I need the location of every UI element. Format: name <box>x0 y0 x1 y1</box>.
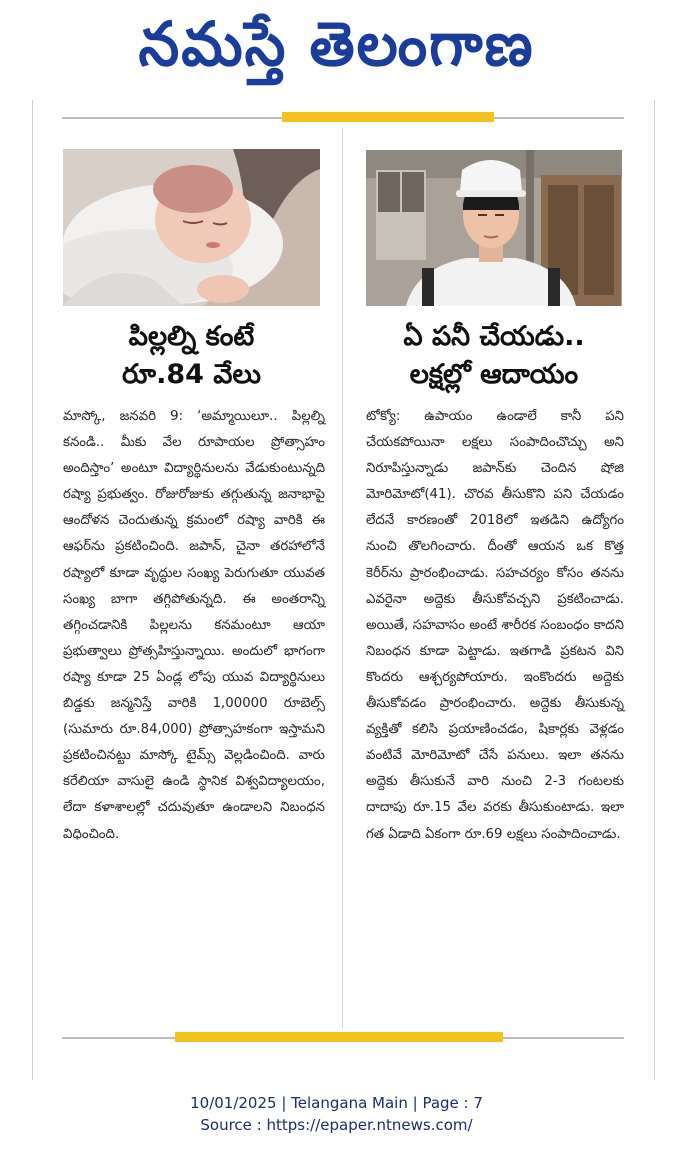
footer-date-page: 10/01/2025 | Telangana Main | Page : 7 <box>190 1094 483 1112</box>
right-headline-line1: ఏ పనీ చేయడు.. <box>403 321 585 352</box>
left-article-body <box>63 404 325 848</box>
left-headline-line2: రూ.84 వేలు <box>122 359 261 390</box>
right-headline-line2: లక్షల్లో ఆదాయం <box>409 359 579 390</box>
left-headline-line1: పిల్లల్ని కంటే <box>128 321 255 352</box>
left-article-headline <box>63 318 320 394</box>
masthead <box>0 8 673 80</box>
right-article-body <box>366 404 624 848</box>
man-with-cap-photo <box>366 150 622 306</box>
column-divider <box>342 128 343 1028</box>
top-accent-bar <box>282 112 494 122</box>
right-article-text: టోక్యో: ఉపాయం ఉండాలే కానీ పని చేయకపోయినా లక్షలు సంపాదించొచ్చు అని నిరూపిస్తున్నాడు జపాన్‌కు చెందిన షోజి మోరిమోటో(41). చొరవ తీసుకొని పని చేయడం లేదనే కారణంతో 2018లో ఇతడిని ఉద్యోగం నుంచి తొలగించారు. దీంతో ఆయన ఒక కొత్త కెరీర్‌ను ప్రారంభించాడు. సహచర్యం కోసం తనను ఎవరైనా అద్దెకు తీసుకోవచ్చని ప్రకటించాడు. అయితే, సహవాసం అంటే శారీరక సంబంధం కాదని నిబంధన కూడా పెట్టాడు. ఇతగాడి ప్రకటన విని కొందరు ఆశ్చర్యపోయారు. ఇంకొందరు అద్దెకు తీసుకోవడం ప్రారంభించారు. అద్దెకు తీసుకున్న వ్యక్తితో కలిసి ప్రయాణించడం, షికార్లకు వెళ్లడం వంటివే మోరిమోటో చేసే పనులు. ఇలా తనను అద్దెకు తీసుకునే వారి నుంచి 2-3 గంటలకు దాదాపు రూ.15 వేల వరకు తీసుకుంటాడు. ఇలా గత ఏడాది ఏకంగా రూ.69 లక్షలు సంపాదించాడు. <box>366 409 624 842</box>
newspaper-title: నమస్తే తెలంగాణ <box>138 8 535 80</box>
newborn-baby-photo <box>63 149 320 306</box>
footer-source-link[interactable]: Source : https://epaper.ntnews.com/ <box>200 1116 473 1134</box>
left-page-border <box>32 100 33 1080</box>
bottom-accent-bar <box>175 1032 503 1042</box>
right-article-headline <box>366 318 622 394</box>
left-article-text: మాస్కో, జనవరి 9: ‘అమ్మాయిలూ.. పిల్లల్ని కనండి.. మీకు వేల రూపాయల ప్రోత్సాహం అందిస్తాం’ అంటూ విద్యార్థినులను వేడుకుంటున్నది రష్యా ప్రభుత్వం. రోజురోజుకు తగ్గుతున్న జనాభాపై ఆందోళన చెందుతున్న క్రమంలో రష్యా వారికి ఈ ఆఫర్‌ను ప్రకటించింది. జపాన్, చైనా తరహాలోనే రష్యాలో కూడా వృద్ధుల సంఖ్య పెరుగుతూ యువత సంఖ్య బాగా తగ్గిపోతున్నది. ఈ అంతరాన్ని తగ్గించడానికి పిల్లలను కనమంటూ ఆయా ప్రభుత్వాలు ప్రోత్సహిస్తున్నాయి. అందులో భాగంగా రష్యా కూడా 25 ఏండ్ల లోపు యువ విద్యార్థినులు బిడ్డకు జన్మనిస్తే వారికి 1,00000 రూబెల్స్ (సుమారు రూ.84,000) ప్రోత్సాహకంగా ఇస్తామని ప్రకటించినట్టు మాస్కో టైమ్స్ వెల్లడించింది. వారు కరేలియా వాసులై ఉండి స్థానిక విశ్వవిద్యాలయం, లేదా కళాశాలల్లో చదువుతూ ఉండాలని నిబంధన విధించింది. <box>63 409 325 842</box>
right-page-border <box>654 100 655 1080</box>
